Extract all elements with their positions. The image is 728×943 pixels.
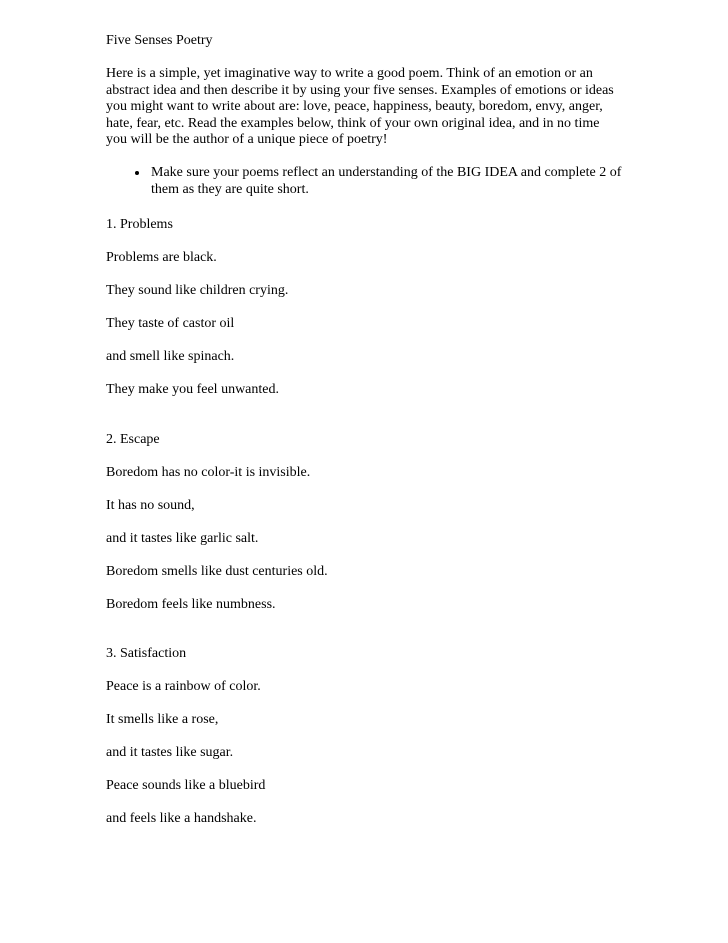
poem-heading: 2. Escape [106, 431, 160, 447]
bullet-item: • Make sure your poems reflect an understanding of the BIG IDEA and complete 2 of them as they are quite short. [149, 165, 622, 198]
poem-line: and smell like spinach. [106, 349, 235, 364]
poem-line: It smells like a rose, [106, 712, 219, 727]
poem-line: They sound like children crying. [106, 283, 289, 298]
intro-paragraph: Here is a simple, yet imaginative way to write a good poem. Think of an emotion or an abstract idea and then describe it by using your five senses. Examples of emotions or ideas you might want to write about are: love, peace, happiness, beauty, boredom, envy, anger, hate, fear, etc. Read the examples below, think of your own original idea, and in no time you will be the author of a unique piece of poetry! [106, 66, 614, 147]
document-title: Five Senses Poetry [106, 33, 213, 48]
bullet-list [106, 165, 622, 198]
poem-heading: 1. Problems [106, 217, 173, 232]
poem-heading: 3. Satisfaction [106, 646, 187, 661]
poem-line: They make you feel unwanted. [106, 382, 279, 397]
poem-line: Peace sounds like a bluebird [106, 778, 266, 793]
poem-line: Boredom feels like numbness. [106, 596, 276, 612]
poem-line: and it tastes like sugar. [106, 745, 234, 760]
poem-line: Peace is a rainbow of color. [106, 679, 261, 694]
poem-line: Boredom smells like dust centuries old. [106, 563, 328, 579]
poem-line: Problems are black. [106, 250, 217, 265]
poem-line: and feels like a handshake. [106, 811, 257, 826]
poem-line: It has no sound, [106, 497, 195, 513]
poem-section-escape [106, 432, 622, 614]
poem-line: and it tastes like garlic salt. [106, 530, 259, 546]
poem-section-satisfaction [106, 646, 622, 828]
poem-line: They taste of castor oil [106, 316, 235, 331]
poem-line: Boredom has no color-it is invisible. [106, 464, 311, 480]
poem-section-problems [106, 217, 622, 399]
